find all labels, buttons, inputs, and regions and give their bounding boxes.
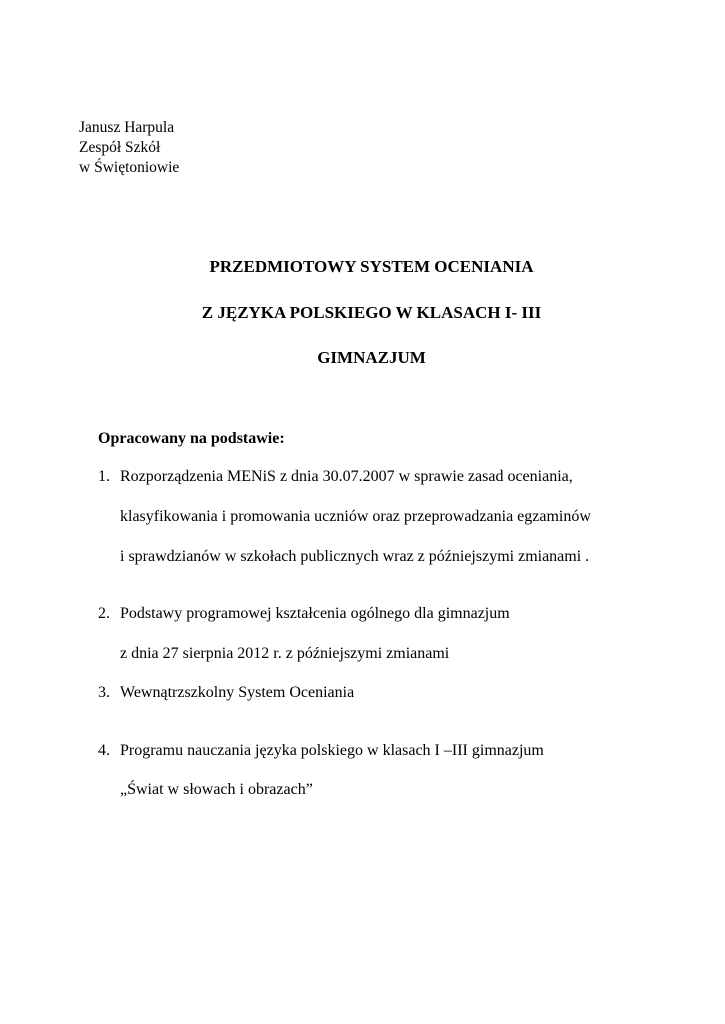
list-item-2-line-2: z dnia 27 sierpnia 2012 r. z późniejszymi zmianami <box>120 645 450 662</box>
list-item-4-line-2: „Świat w słowach i obrazach” <box>120 781 313 798</box>
title-line-1: PRZEDMIOTOWY SYSTEM OCENIANIA <box>209 257 534 276</box>
author-name: Janusz Harpula <box>79 119 175 136</box>
title-line-3: GIMNAZJUM <box>317 348 426 367</box>
school-name: Zespół Szkół <box>79 139 161 156</box>
list-item-3-line-1: Wewnątrzszkolny System Oceniania <box>120 684 355 701</box>
title-line-2: Z JĘZYKA POLSKIEGO W KLASACH I- III <box>201 303 542 322</box>
basis-heading: Opracowany na podstawie: <box>98 430 285 447</box>
list-item-2-number: 2. <box>98 605 110 622</box>
school-town: w Świętoniowie <box>79 159 180 176</box>
list-item-4-line-1: Programu nauczania języka polskiego w klasach I –III gimnazjum <box>120 742 544 759</box>
list-item-1-number: 1. <box>98 468 110 485</box>
list-item-1-line-2: klasyfikowania i promowania uczniów oraz przeprowadzania egzaminów <box>120 508 591 525</box>
list-item-4-number: 4. <box>98 742 110 759</box>
list-item-1-line-1: Rozporządzenia MENiS z dnia 30.07.2007 w sprawie zasad oceniania, <box>120 468 573 485</box>
list-item-3-number: 3. <box>98 684 110 701</box>
list-item-2-line-1: Podstawy programowej kształcenia ogólnego dla gimnazjum <box>120 605 510 622</box>
list-item-1-line-3: i sprawdzianów w szkołach publicznych wraz z późniejszymi zmianami . <box>120 548 590 565</box>
